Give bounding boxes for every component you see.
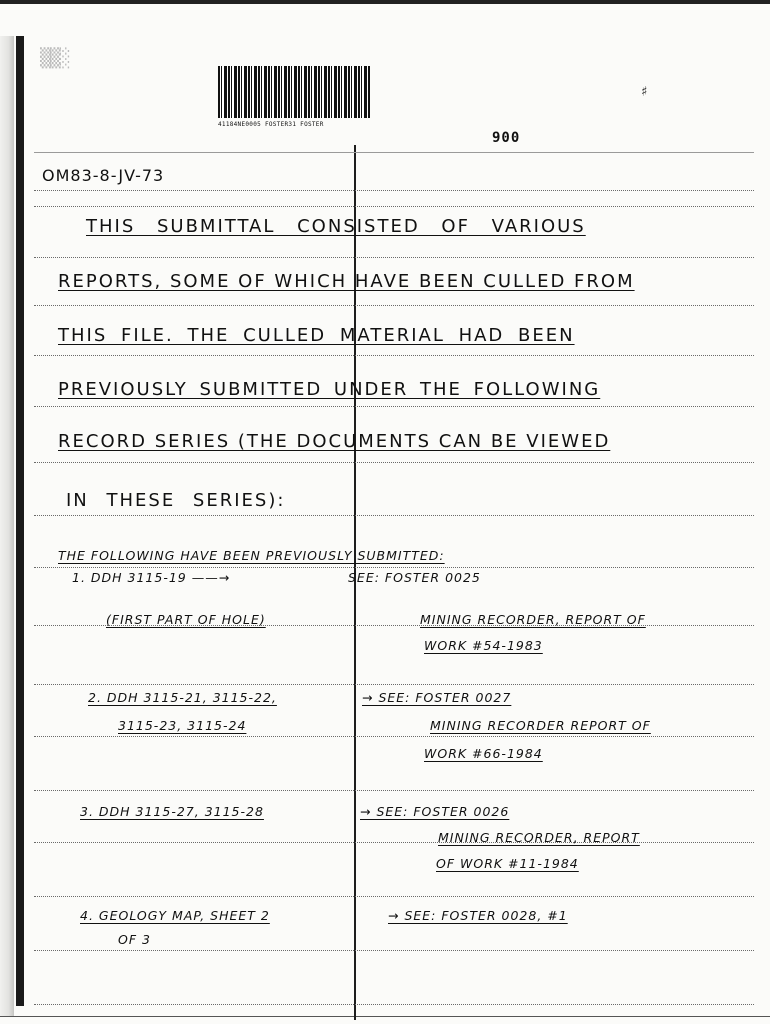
ruled-line — [34, 896, 754, 897]
bottom-border — [0, 1016, 770, 1017]
ruled-line — [34, 1004, 754, 1005]
barcode-image — [218, 66, 370, 118]
file-id: OM83-8-JV-73 — [42, 166, 165, 185]
ruled-line — [34, 684, 754, 685]
body-line-2: REPORTS, SOME OF WHICH HAVE BEEN CULLED FROM — [58, 271, 635, 292]
list-item-3-report: OF WORK #11-1984 — [436, 856, 579, 871]
ruled-line — [34, 257, 754, 258]
list-item-3-left: 3. DDH 3115-27, 3115-28 — [80, 804, 264, 819]
list-item-2-report: WORK #66-1984 — [424, 746, 543, 761]
list-item-4-ref: → SEE: FOSTER 0028, #1 — [388, 908, 568, 923]
list-heading: THE FOLLOWING HAVE BEEN PREVIOUSLY SUBMITTED: — [58, 548, 445, 563]
body-line-6: IN THESE SERIES): — [66, 490, 286, 511]
binding-edge — [16, 36, 24, 1006]
list-item-1-report: WORK #54-1983 — [424, 638, 543, 653]
list-item-1-ref: SEE: FOSTER 0025 — [348, 570, 481, 585]
barcode-caption: 41184NE0005 FOSTER31 FOSTER — [218, 121, 324, 128]
ruled-line — [34, 567, 754, 568]
body-line-5: RECORD SERIES (THE DOCUMENTS CAN BE VIEWED — [58, 431, 611, 452]
list-item-2-ref: → SEE: FOSTER 0027 — [362, 690, 512, 705]
list-item-3-ref: → SEE: FOSTER 0026 — [360, 804, 510, 819]
list-item-4-left: 4. GEOLOGY MAP, SHEET 2 — [80, 908, 270, 923]
ruled-line — [34, 950, 754, 951]
ruled-line — [34, 736, 754, 737]
list-item-2-left-cont: 3115-23, 3115-24 — [118, 718, 247, 733]
page-number: 900 — [492, 130, 521, 146]
ruled-line — [34, 462, 754, 463]
list-item-4-left-cont: OF 3 — [118, 932, 151, 947]
ruled-line — [34, 355, 754, 356]
body-line-3: THIS FILE. THE CULLED MATERIAL HAD BEEN — [58, 325, 575, 346]
list-item-1-left: 1. DDH 3115-19 ——→ — [72, 570, 231, 585]
ruled-line — [34, 190, 754, 191]
faded-stamp: ▒▒░ — [40, 48, 70, 69]
list-item-1-source: MINING RECORDER, REPORT OF — [420, 612, 646, 627]
list-item-2-left: 2. DDH 3115-21, 3115-22, — [88, 690, 277, 705]
binding-shadow — [0, 36, 14, 1016]
ruled-line — [34, 406, 754, 407]
ruled-line — [34, 206, 754, 207]
ruled-line — [34, 790, 754, 791]
ruled-line — [34, 842, 754, 843]
list-item-3-source: MINING RECORDER, REPORT — [438, 830, 640, 845]
top-border — [0, 0, 770, 4]
ruled-line — [34, 515, 754, 516]
list-item-2-source: MINING RECORDER REPORT OF — [430, 718, 651, 733]
ruled-line — [34, 152, 754, 153]
body-line-4: PREVIOUSLY SUBMITTED UNDER THE FOLLOWING — [58, 379, 601, 400]
ruled-line — [34, 305, 754, 306]
body-line-1: THIS SUBMITTAL CONSISTED OF VARIOUS — [86, 216, 586, 237]
list-item-1-note: (FIRST PART OF HOLE) — [106, 612, 266, 627]
corner-mark: ♯ — [640, 84, 649, 100]
